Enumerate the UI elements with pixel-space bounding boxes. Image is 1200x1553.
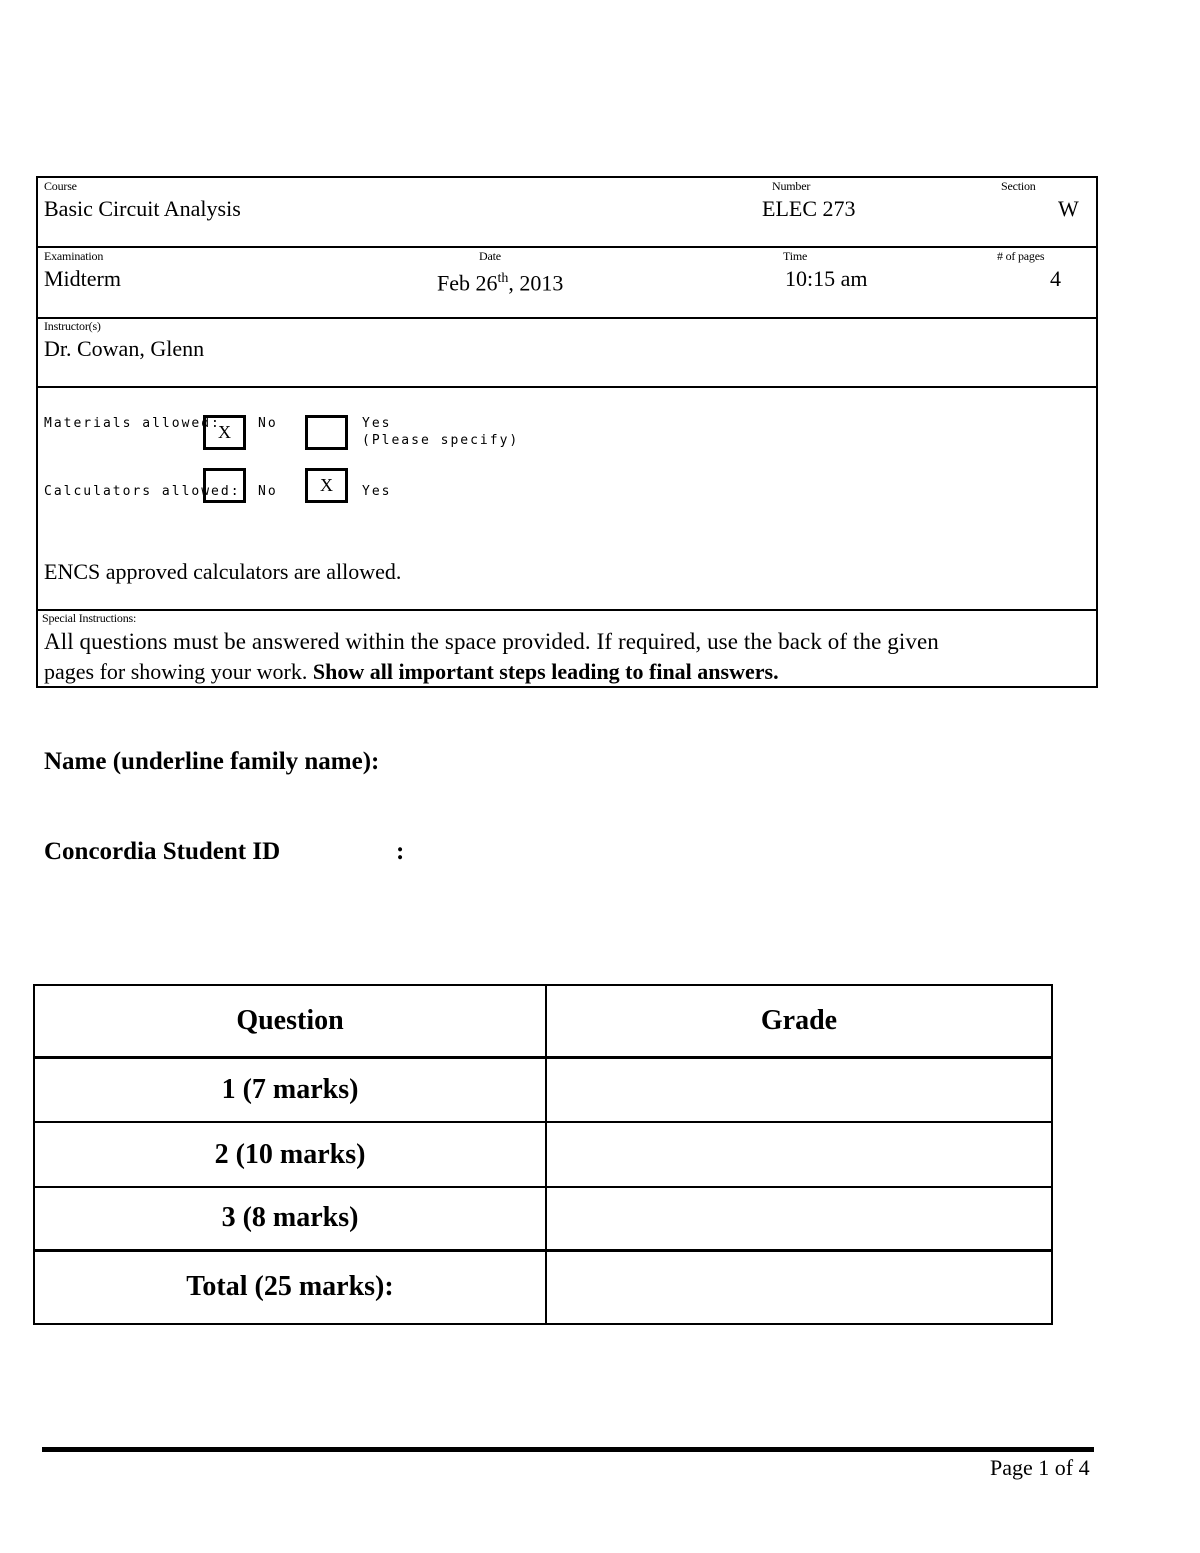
grade-cell[interactable]: [546, 1122, 1052, 1187]
question-cell: 1 (7 marks): [34, 1057, 546, 1122]
exam-label: Examination: [44, 249, 104, 263]
instructor-label: Instructor(s): [44, 319, 101, 333]
pages-value: 4: [1050, 266, 1061, 291]
grade-table: [33, 984, 1053, 1325]
table-row: [34, 1187, 1052, 1250]
calculators-yes-label: Yes: [362, 484, 392, 499]
calculators-yes-checkbox[interactable]: [305, 468, 348, 503]
number-label: Number: [772, 179, 811, 193]
footer-rule: [42, 1447, 1094, 1452]
date-value: [437, 267, 563, 295]
table-row: [34, 1057, 1052, 1122]
total-label-cell: Total (25 marks):: [34, 1250, 546, 1324]
calculators-yes-mark: X: [320, 475, 333, 495]
special-line2-normal: pages for showing your work.: [44, 659, 308, 684]
please-specify-label: (Please specify): [362, 433, 520, 448]
total-grade-cell[interactable]: [546, 1250, 1052, 1324]
section-value: W: [1058, 196, 1079, 221]
question-cell: 3 (8 marks): [34, 1187, 546, 1250]
materials-no-mark: X: [218, 422, 231, 442]
course-value: Basic Circuit Analysis: [44, 196, 241, 221]
row-divider: [38, 609, 1096, 611]
date-year: , 2013: [508, 270, 564, 296]
exam-header-table: [36, 176, 1098, 688]
table-row-total: [34, 1250, 1052, 1324]
grade-column-header: Grade: [546, 985, 1052, 1057]
row-divider: [38, 246, 1096, 248]
grade-cell[interactable]: [546, 1187, 1052, 1250]
number-value: ELEC 273: [762, 196, 856, 221]
date-main: Feb 26: [437, 270, 498, 296]
calculators-no-checkbox[interactable]: [203, 468, 246, 503]
materials-yes-checkbox[interactable]: [305, 415, 348, 450]
student-id-colon: :: [396, 838, 405, 865]
calculators-no-label: No: [258, 484, 278, 499]
grade-cell[interactable]: [546, 1057, 1052, 1122]
row-divider: [38, 386, 1096, 388]
special-instructions-line1: All questions must be answered within the space provided. If required, use the back of the given: [44, 629, 939, 654]
section-label: Section: [1001, 179, 1036, 193]
time-label: Time: [783, 249, 808, 263]
table-row: [34, 1122, 1052, 1187]
question-column-header: Question: [34, 985, 546, 1057]
materials-yes-label: Yes: [362, 416, 392, 431]
question-cell: 2 (10 marks): [34, 1122, 546, 1187]
calculators-label: Calculators allowed:: [44, 484, 241, 499]
page-number: Page 1 of 4: [990, 1455, 1090, 1480]
special-line2-bold: Show all important steps leading to final answers.: [312, 659, 779, 684]
instructor-value: Dr. Cowan, Glenn: [44, 336, 205, 361]
name-label: Name (underline family name):: [44, 748, 380, 775]
date-sup: th: [497, 271, 509, 286]
date-label: Date: [479, 249, 501, 263]
row-divider: [38, 317, 1096, 319]
exam-value: Midterm: [44, 266, 121, 291]
course-label: Course: [44, 179, 77, 193]
student-id-label: Concordia Student ID: [44, 838, 281, 865]
materials-no-checkbox[interactable]: [203, 415, 246, 450]
special-instructions-line2: [44, 660, 779, 684]
pages-label: # of pages: [997, 249, 1045, 263]
calculator-note: ENCS approved calculators are allowed.: [44, 559, 402, 584]
grade-table-header-row: [34, 985, 1052, 1057]
materials-label: Materials allowed:: [44, 416, 221, 431]
time-value: 10:15 am: [785, 266, 868, 291]
materials-no-label: No: [258, 416, 278, 431]
special-instructions-label: Special Instructions:: [42, 611, 137, 625]
